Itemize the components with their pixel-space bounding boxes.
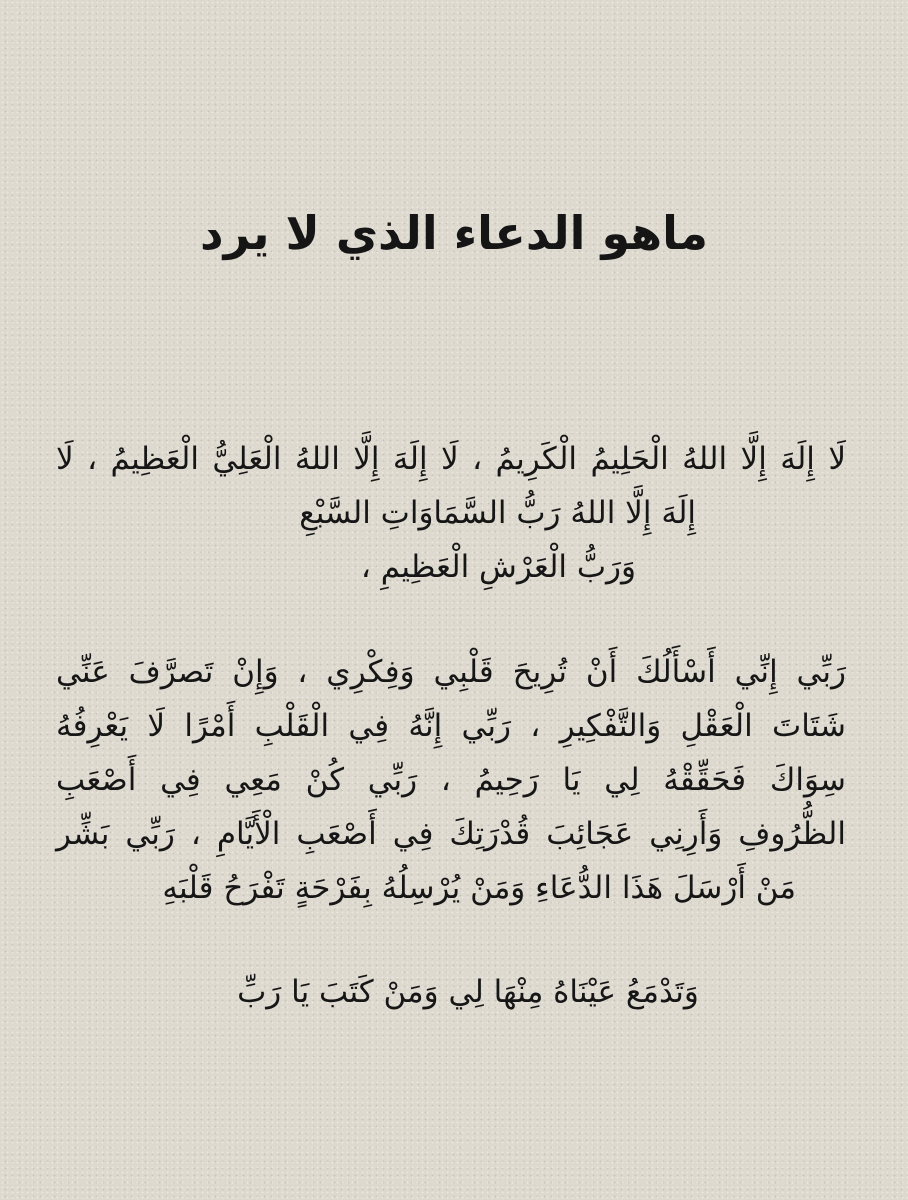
paragraph-line: لَا إِلَهَ إِلَّا اللهُ الْحَلِيمُ الْكَرِيمُ ، لَا إِلَهَ إِلَّا اللهُ الْعَلِيُّ الْعَظِيمُ ، لَا — [56, 441, 846, 477]
paragraph-line: مَنْ أَرْسَلَ هَذَا الدُّعَاءِ وَمَنْ يُرْسِلُهُ بِفَرْحَةٍ تَفْرَحُ قَلْبَهِ — [162, 870, 796, 906]
paragraph-line: وَرَبُّ الْعَرْشِ الْعَظِيمِ ، — [360, 549, 636, 585]
paragraph-line: الظُّرُوفِ وَأَرِنِي عَجَائِبَ قُدْرَتِكَ فِي أَصْعَبِ الْأَيَّامِ ، رَبِّي بَشِّر — [56, 816, 846, 852]
paragraph-line: سِوَاكَ فَحَقِّقْهُ لِي يَا رَحِيمُ ، رَبِّي كُنْ مَعِي فِي أَصْعَبِ — [56, 762, 846, 798]
page-title: ماهو الدعاء الذي لا يرد — [200, 206, 708, 260]
prayer-paragraph-1 — [56, 432, 846, 594]
paragraph-line: رَبِّي إِنِّي أَسْأَلُكَ أَنْ تُرِيحَ قَلْبِي وَفِكْرِي ، وَإِنْ تَصرَّفَ عَنِّي — [56, 654, 846, 690]
paragraph-line: شَتَاتَ الْعَقْلِ وَالتَّفْكِيرِ ، رَبِّي إِنَّهُ فِي الْقَلْبِ أَمْرًا لَا يَعْرِفُهُ — [56, 708, 846, 744]
prayer-paragraph-2 — [56, 645, 846, 915]
paragraph-line: وَتَدْمَعُ عَيْنَاهُ مِنْهَا لِي وَمَنْ كَتَبَ يَا رَبِّ — [237, 974, 699, 1010]
prayer-paragraph-3 — [188, 965, 748, 1019]
paragraph-line: إِلَهَ إِلَّا اللهُ رَبُّ السَّمَاوَاتِ السَّبْعِ — [299, 495, 696, 531]
